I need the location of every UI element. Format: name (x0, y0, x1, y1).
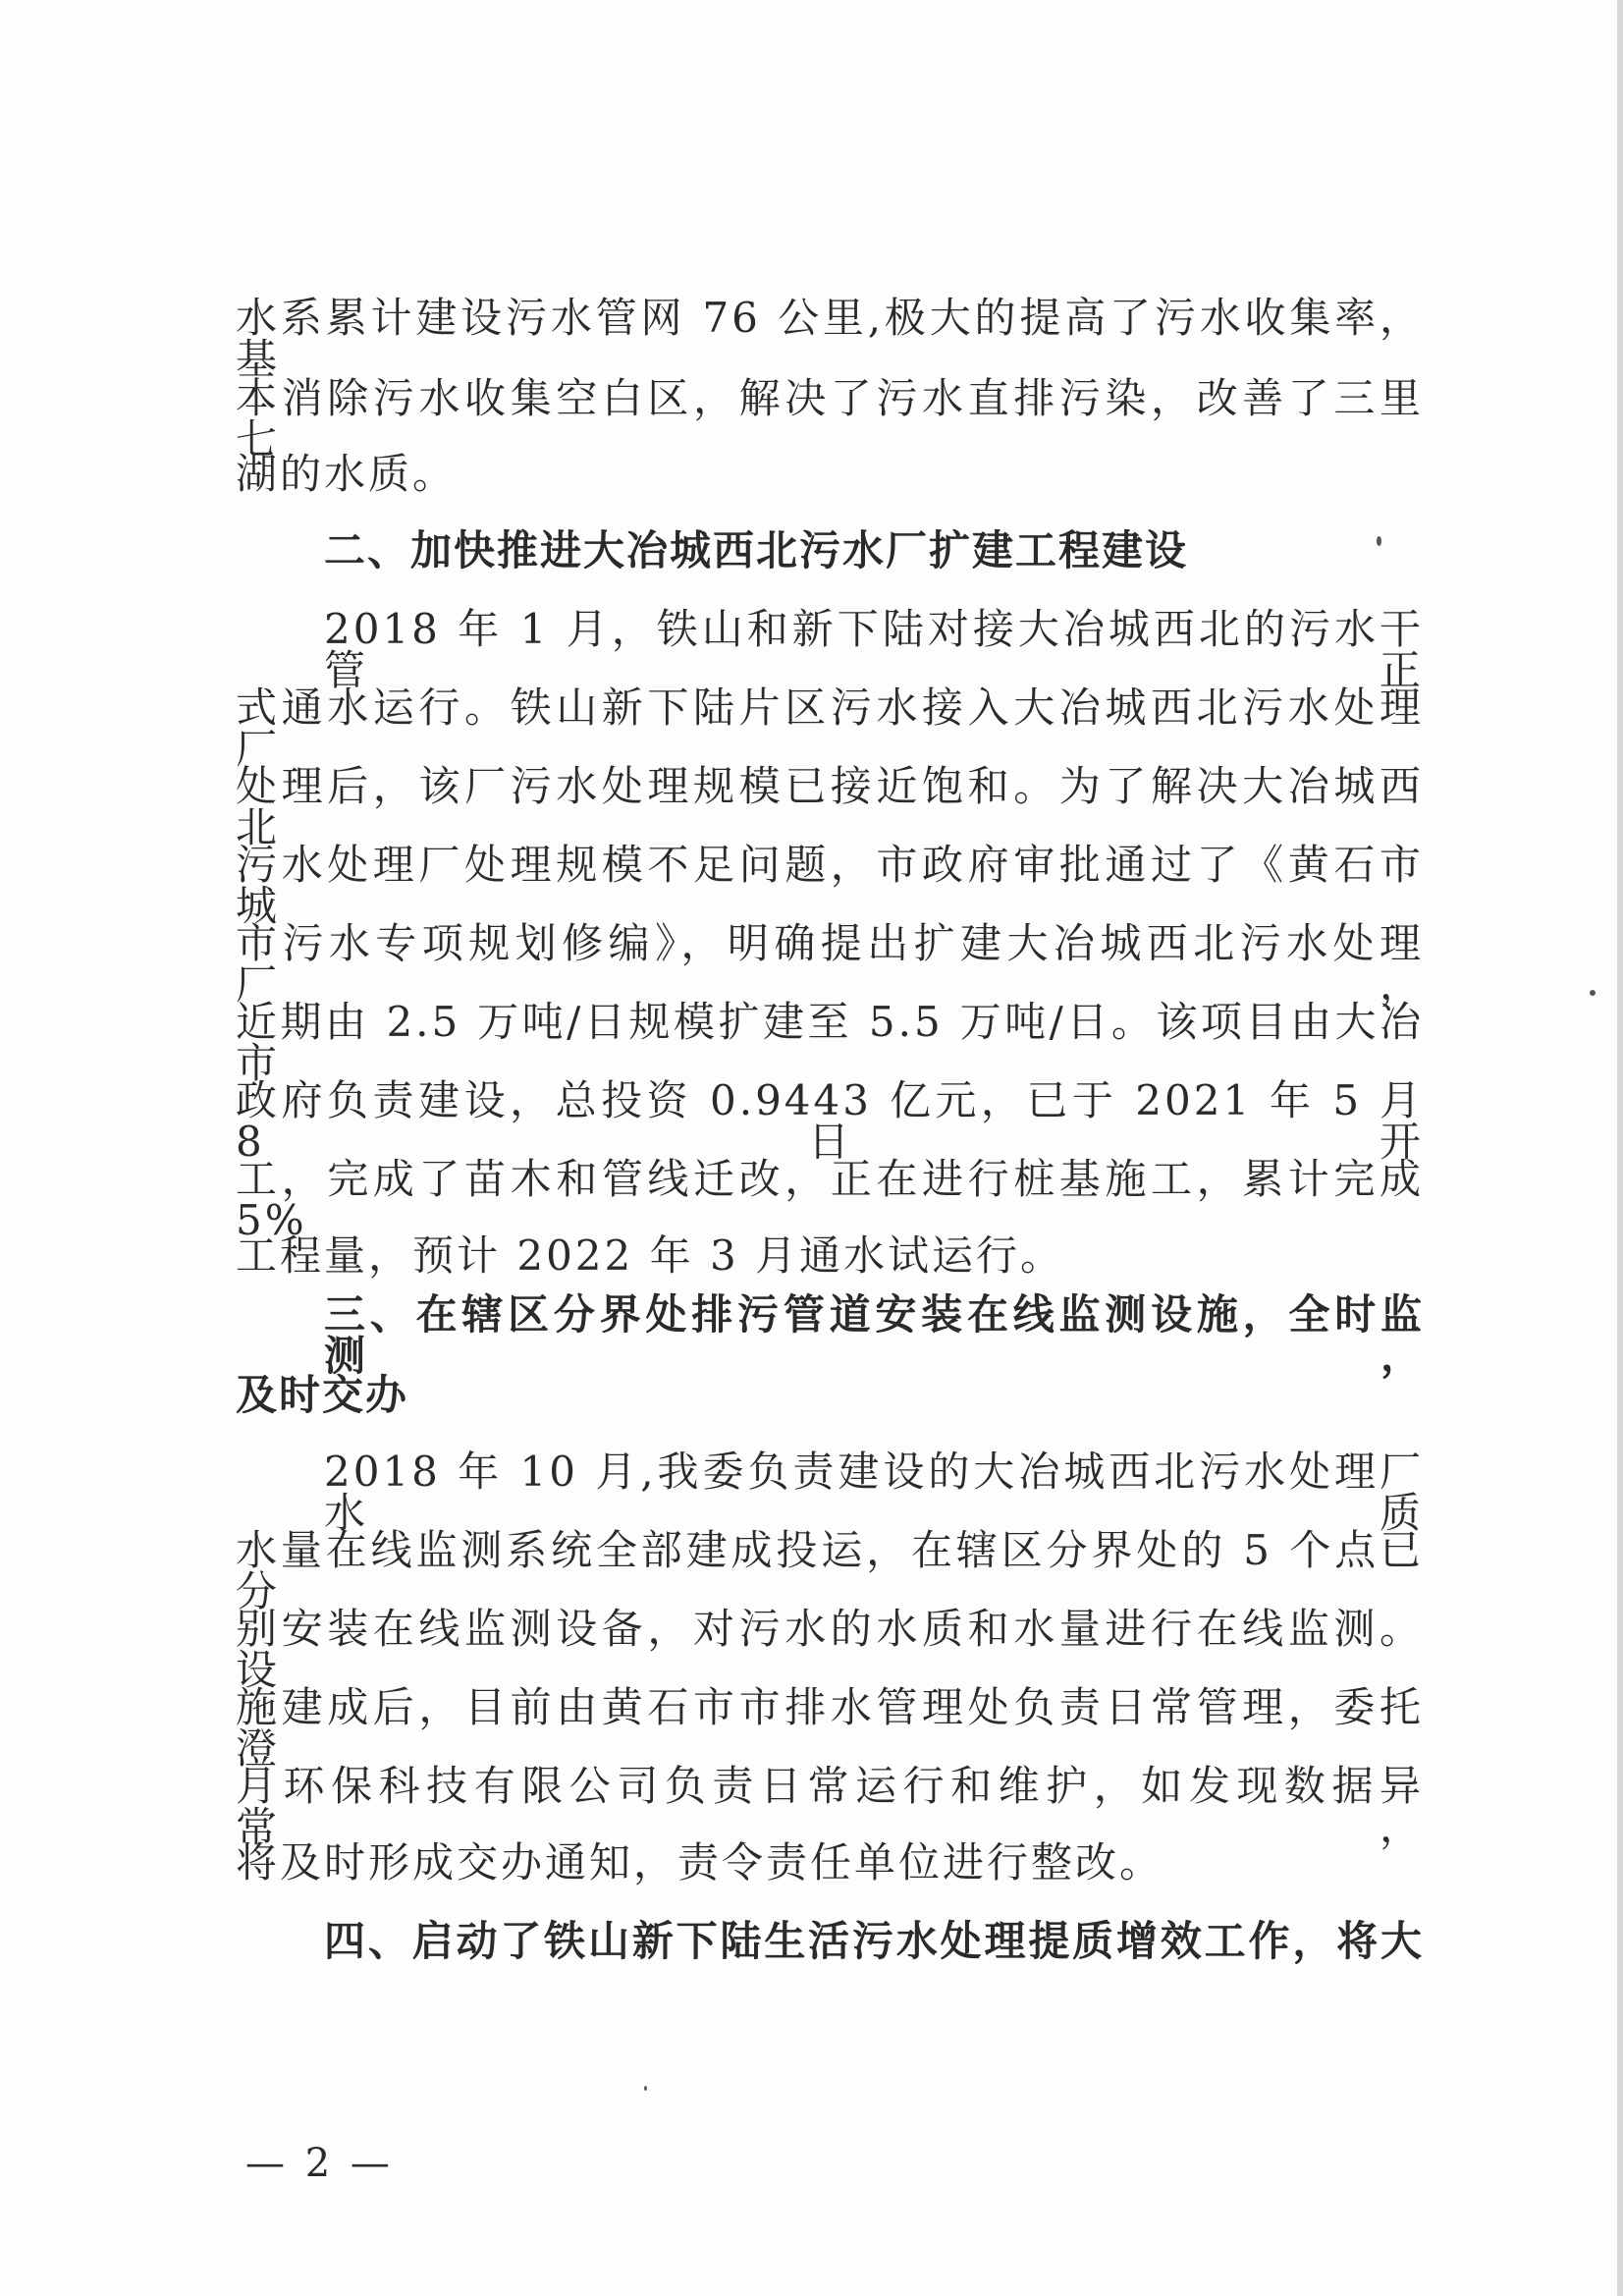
paragraph-line: 式通水运行。铁山新下陆片区污水接入大冶城西北污水处理厂 (236, 683, 1424, 773)
scan-speck (1590, 990, 1596, 996)
paragraph-line: 工，完成了苗木和管线迁改，正在进行桩基施工，累计完成 5% (236, 1155, 1424, 1244)
section-heading: 及时交办 (236, 1371, 409, 1419)
paragraph-line: 水量在线监测系统全部建成投运，在辖区分界处的 5 个点已分 (236, 1526, 1424, 1615)
section-heading: 四、启动了铁山新下陆生活污水处理提质增效工作，将大 (324, 1917, 1424, 1965)
paragraph-line: 水系累计建设污水管网 76 公里,极大的提高了污水收集率，基 (236, 294, 1424, 383)
paragraph-line: 施建成后，目前由黄石市市排水管理处负责日常管理，委托澄 (236, 1683, 1424, 1773)
paragraph-line: 将及时形成交办通知，责令责任单位进行整改。 (236, 1838, 1164, 1886)
paragraph-line: 别安装在线监测设备，对污水的水质和水量进行在线监测。设 (236, 1605, 1424, 1694)
section-heading: 三、在辖区分界处排污管道安装在线监测设施，全时监测， (324, 1290, 1424, 1380)
paragraph-line: 本消除污水收集空白区，解决了污水直排污染，改善了三里七 (236, 374, 1424, 464)
paragraph-line: 处理后，该厂污水处理规模已接近饱和。为了解决大冶城西北 (236, 762, 1424, 851)
page-number: — 2 — (245, 2141, 394, 2186)
paragraph-line: 市污水专项规划修编》，明确提出扩建大冶城西北污水处理厂， (236, 919, 1424, 1009)
paragraph-line: 月环保科技有限公司负责日常运行和维护，如发现数据异常， (236, 1762, 1424, 1851)
paragraph-line: 污水处理厂处理规模不足问题，市政府审批通过了《黄石市城 (236, 841, 1424, 930)
section-heading: 二、加快推进大冶城西北污水厂扩建工程建设 (324, 526, 1189, 574)
scan-speck (1377, 536, 1381, 546)
scan-edge (1617, 0, 1623, 2296)
paragraph-line: 工程量，预计 2022 年 3 月通水试运行。 (236, 1231, 1065, 1280)
paragraph-line: 近期由 2.5 万吨/日规模扩建至 5.5 万吨/日。该项目由大冶市 (236, 998, 1424, 1087)
paragraph-line: 2018 年 1 月，铁山和新下陆对接大冶城西北的污水干管正 (324, 605, 1424, 694)
scan-speck (644, 2086, 647, 2091)
paragraph-line: 湖的水质。 (236, 450, 458, 498)
paragraph-line: 政府负责建设，总投资 0.9443 亿元，已于 2021 年 5 月 8 日开 (236, 1076, 1424, 1166)
paragraph-line: 2018 年 10 月,我委负责建设的大冶城西北污水处理厂水质 (324, 1448, 1424, 1537)
